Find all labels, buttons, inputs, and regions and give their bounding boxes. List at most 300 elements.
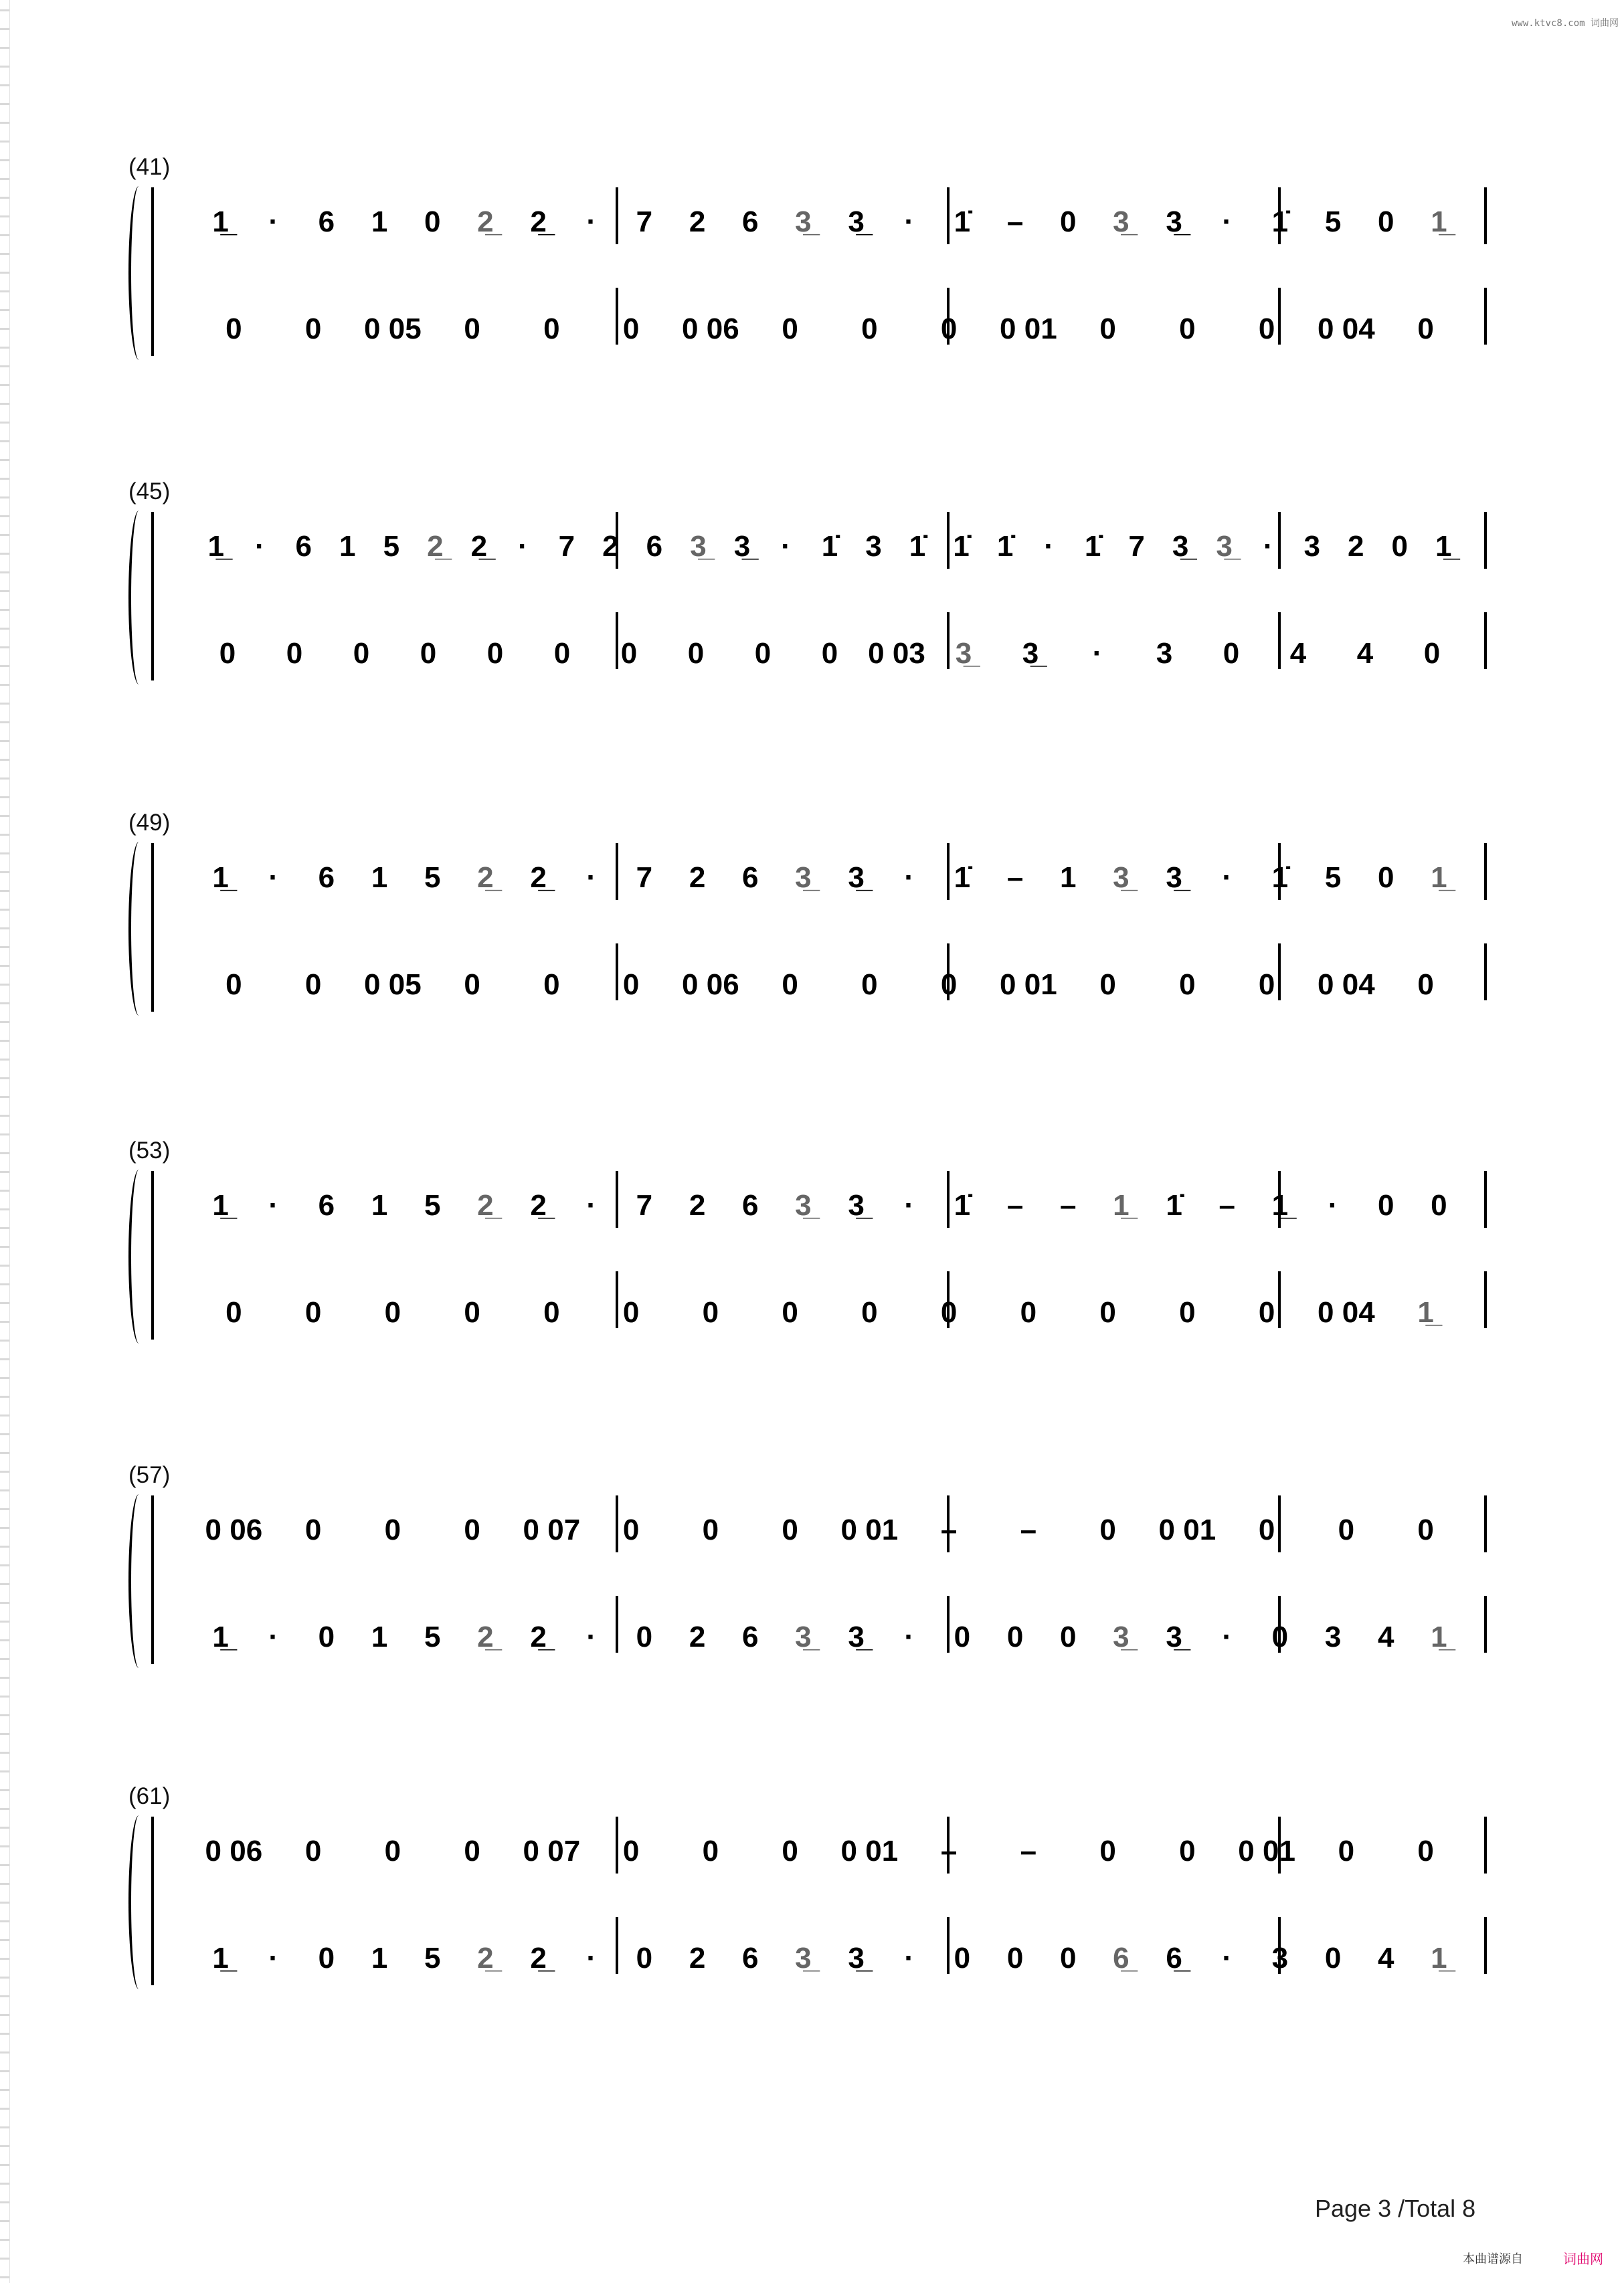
note: 6 (318, 861, 335, 894)
note: 5 (424, 1621, 441, 1653)
note: 0 (622, 312, 640, 345)
note: 0 01 (1158, 1514, 1216, 1546)
barline (947, 512, 950, 569)
barline (1484, 943, 1487, 1000)
barline (947, 843, 950, 900)
note: 5 (1324, 861, 1342, 894)
note: 0 (219, 637, 236, 670)
note: 2 (689, 1189, 706, 1222)
barline (1484, 1271, 1487, 1328)
note: 0 06 (682, 312, 739, 345)
note: 6 (318, 205, 335, 238)
barline (616, 1271, 618, 1328)
augmentation-dot: · (904, 1942, 915, 1975)
note: 3̲ (795, 1621, 812, 1653)
note: 0 (1378, 205, 1394, 238)
score-system (120, 1137, 1499, 1358)
note: 0 (620, 637, 638, 670)
augmentation-dot: · (586, 205, 597, 238)
barline (616, 187, 618, 244)
note: 0 (1431, 1189, 1447, 1222)
note: 3̲ (795, 205, 812, 238)
dash-extension: – (1219, 1189, 1235, 1222)
augmentation-dot: · (586, 861, 597, 894)
note: 0 (1271, 1621, 1289, 1653)
augmentation-dot: · (268, 861, 279, 894)
barline (1484, 288, 1487, 345)
note: 0 (622, 1835, 640, 1867)
note: 0 (225, 312, 242, 345)
augmentation-dot: · (268, 1942, 279, 1975)
system-start-line (151, 1817, 154, 1985)
note: 0 (1417, 312, 1434, 345)
system-start-line (151, 187, 154, 356)
note: 2̲ (530, 205, 547, 238)
note: 0 (420, 637, 437, 670)
note: 0 (1417, 968, 1434, 1001)
note: 3̲ (1172, 530, 1189, 563)
note: 0 (225, 1296, 242, 1329)
measure-number: (45) (128, 478, 171, 505)
note: 0 (1338, 1835, 1355, 1867)
augmentation-dot: · (1044, 530, 1054, 563)
note: 3̲ (1216, 530, 1233, 563)
note: 0 (464, 312, 480, 345)
barline (1278, 288, 1281, 345)
note: 0 01 (1238, 1835, 1295, 1867)
note: 6̲ (1113, 1942, 1130, 1975)
note: 0 (861, 1296, 878, 1329)
note: 0 (861, 312, 878, 345)
barline (616, 1817, 618, 1874)
note: 3 (1156, 637, 1173, 670)
note: 1̲ (212, 1189, 229, 1222)
note: 1̇ (996, 530, 1014, 563)
note: 6 (742, 205, 759, 238)
note: 2̲ (530, 1621, 547, 1653)
note: 1̲ (1431, 205, 1447, 238)
barline (1278, 612, 1281, 669)
barline (1484, 1171, 1487, 1228)
note: 1̇ (1271, 861, 1289, 894)
note: 3̲ (1166, 205, 1182, 238)
barline (616, 1596, 618, 1653)
note: 3̲ (690, 530, 707, 563)
note: 1 (371, 1942, 388, 1975)
note: 4 (1378, 1942, 1394, 1975)
barline (1484, 1596, 1487, 1653)
note: 0 01 (840, 1514, 899, 1546)
barline (1484, 1917, 1487, 1974)
footer-site-logo: 词曲网 (1563, 2252, 1603, 2267)
note: 5 (1324, 205, 1342, 238)
note: 0 04 (1318, 312, 1375, 345)
note: 0 (636, 1942, 653, 1975)
note: 0 (954, 1942, 971, 1975)
augmentation-dot: · (904, 861, 915, 894)
note: 1̲ (1431, 861, 1447, 894)
note: 0 (1006, 1621, 1024, 1653)
note: 1̇ (1166, 1189, 1182, 1222)
measure-number: (61) (128, 1783, 171, 1809)
left-decorative-strip (0, 0, 10, 2283)
note: 2̲ (470, 530, 488, 563)
augmentation-dot: · (1222, 1942, 1233, 1975)
note: 0 (821, 637, 838, 670)
augmentation-dot: · (904, 1189, 915, 1222)
note: 2 (689, 861, 706, 894)
note: 0 (286, 637, 303, 670)
note: 0 (1417, 1514, 1434, 1546)
grand-staff-brace (128, 1170, 146, 1344)
note: 0 (1258, 312, 1275, 345)
measure-number: (49) (128, 810, 171, 836)
note: 1 (371, 861, 388, 894)
note: 0 (782, 1296, 798, 1329)
note: 5 (383, 530, 400, 563)
note: 1̇ (1271, 205, 1289, 238)
barline (1484, 612, 1487, 669)
barline (616, 1495, 618, 1552)
note: 0 (782, 1835, 798, 1867)
note: 5 (424, 1942, 441, 1975)
note: 0 (1423, 637, 1441, 670)
note: 1̇ (909, 530, 926, 563)
note: 0 (1099, 312, 1116, 345)
note: 0 (424, 205, 441, 238)
augmentation-dot: · (268, 1189, 279, 1222)
note: 0 (782, 1514, 798, 1546)
grand-staff-brace (128, 511, 146, 684)
note: 0 (543, 312, 560, 345)
barline (1484, 187, 1487, 244)
note: 0 (464, 1835, 480, 1867)
note: 1̲ (1113, 1189, 1130, 1222)
note: 1̇ (953, 530, 970, 563)
note: 0 01 (840, 1835, 899, 1867)
note: 3̲ (1166, 861, 1182, 894)
note: 6 (742, 1621, 759, 1653)
note: 4 (1289, 637, 1307, 670)
system-start-line (151, 1495, 154, 1664)
note: 0 (1417, 1835, 1434, 1867)
augmentation-dot: · (1328, 1189, 1338, 1222)
note: 1 (1060, 861, 1077, 894)
score-system (120, 1462, 1499, 1683)
note: 1 (371, 205, 388, 238)
barline (947, 1596, 950, 1653)
grand-staff-brace (128, 186, 146, 360)
note: 1̲ (212, 1942, 229, 1975)
note: 6 (318, 1189, 335, 1222)
note: 0 (940, 968, 958, 1001)
augmentation-dot: · (1092, 637, 1103, 670)
note: 3̲ (1113, 1621, 1130, 1653)
dash-extension: – (1006, 205, 1024, 238)
note: 0 (1378, 1189, 1394, 1222)
system-start-line (151, 512, 154, 680)
note: 0 (1378, 861, 1394, 894)
note: 0 (384, 1835, 401, 1867)
note: 6 (742, 861, 759, 894)
note: 0 (304, 1514, 322, 1546)
barline (616, 843, 618, 900)
augmentation-dot: · (1222, 1621, 1233, 1653)
note: 0 07 (523, 1835, 581, 1867)
note: 0 05 (364, 968, 422, 1001)
note: 0 (687, 637, 705, 670)
note: 3̲ (848, 1621, 865, 1653)
note: 1̲ (212, 1621, 229, 1653)
note: 0 05 (364, 312, 422, 345)
note: 0 (553, 637, 571, 670)
dash-extension: – (1020, 1514, 1037, 1546)
augmentation-dot: · (268, 1621, 279, 1653)
barline (947, 1171, 950, 1228)
note: 3̲ (733, 530, 751, 563)
system-start-line (151, 843, 154, 1012)
barline (1484, 1817, 1487, 1874)
note: 0 (1020, 1296, 1037, 1329)
note: 6 (646, 530, 663, 563)
augmentation-dot: · (904, 1621, 915, 1653)
note: 0 (954, 1621, 971, 1653)
note: 0 (940, 1296, 958, 1329)
note: 0 (225, 968, 242, 1001)
augmentation-dot: · (586, 1621, 597, 1653)
note: 0 (702, 1296, 719, 1329)
note: 0 (464, 1514, 480, 1546)
note: 0 (543, 968, 560, 1001)
note: 3̲ (848, 861, 865, 894)
note: 5 (424, 861, 441, 894)
score-system (120, 810, 1499, 1030)
note: 0 (754, 637, 772, 670)
note: 3 (1271, 1942, 1289, 1975)
note: 3̲ (795, 1942, 812, 1975)
note: 0 (486, 637, 504, 670)
note: 2 (689, 205, 706, 238)
dash-extension: – (1060, 1189, 1077, 1222)
note: 0 (622, 968, 640, 1001)
note: 1 (339, 530, 356, 563)
barline (616, 943, 618, 1000)
note: 0 01 (1000, 312, 1057, 345)
note: 0 (1179, 1296, 1196, 1329)
barline (616, 612, 618, 669)
note: 4 (1378, 1621, 1394, 1653)
note: 3̲ (795, 861, 812, 894)
barline (947, 1917, 950, 1974)
barline (1484, 843, 1487, 900)
note: 2̲ (530, 1942, 547, 1975)
note: 0 (1060, 1621, 1077, 1653)
note: 0 (782, 968, 798, 1001)
note: 1̇ (954, 1189, 971, 1222)
note: 0 04 (1318, 1296, 1375, 1329)
note: 0 (304, 968, 322, 1001)
note: 0 (1006, 1942, 1024, 1975)
note: 1̲ (207, 530, 224, 563)
footer-source-text: 本曲谱源自 (1463, 2252, 1523, 2266)
note: 0 (622, 1296, 640, 1329)
note: 3̲ (795, 1189, 812, 1222)
note: 0 (1099, 1514, 1116, 1546)
augmentation-dot: · (586, 1189, 597, 1222)
note: 6 (742, 1189, 759, 1222)
augmentation-dot: · (904, 205, 915, 238)
note: 0 01 (1000, 968, 1057, 1001)
barline (1278, 1271, 1281, 1328)
augmentation-dot: · (254, 530, 265, 563)
note: 7 (636, 861, 653, 894)
note: 0 (782, 312, 798, 345)
note: 0 06 (682, 968, 739, 1001)
note: 0 (304, 1835, 322, 1867)
note: 1̲ (1417, 1296, 1434, 1329)
note: 0 (464, 1296, 480, 1329)
note: 2̲ (477, 1189, 494, 1222)
note: 1̇ (954, 861, 971, 894)
note: 2 (602, 530, 619, 563)
note: 0 (1258, 968, 1275, 1001)
note: 3̲ (848, 205, 865, 238)
note: 2̲ (477, 205, 494, 238)
score-system (120, 154, 1499, 375)
note: 0 (1258, 1514, 1275, 1546)
note: 0 (622, 1514, 640, 1546)
dash-extension: – (1006, 861, 1024, 894)
score-system (120, 478, 1499, 699)
note: 2̲ (477, 1621, 494, 1653)
dash-extension: – (1020, 1835, 1037, 1867)
note: 4 (1356, 637, 1374, 670)
note: 1̲ (1435, 530, 1452, 563)
grand-staff-brace (128, 1494, 146, 1668)
note: 0 (940, 312, 958, 345)
note: 1̲ (1431, 1942, 1447, 1975)
note: 6 (742, 1942, 759, 1975)
measure-number: (57) (128, 1462, 171, 1488)
system-start-line (151, 1171, 154, 1340)
note: 0 (1338, 1514, 1355, 1546)
note: 0 (1060, 1942, 1077, 1975)
barline (616, 1171, 618, 1228)
measure-number: (41) (128, 154, 171, 180)
note: 1̲ (212, 861, 229, 894)
note: 0 (353, 637, 370, 670)
note: 3̲ (848, 1942, 865, 1975)
note: 0 (318, 1942, 335, 1975)
note: 2̲ (477, 861, 494, 894)
note: 7 (1128, 530, 1145, 563)
note: 0 (1179, 968, 1196, 1001)
note: 0 (1099, 1296, 1116, 1329)
note: 7 (558, 530, 575, 563)
note: 3 (1324, 1621, 1342, 1653)
barline (1278, 943, 1281, 1000)
augmentation-dot: · (518, 530, 528, 563)
note: 2̲ (427, 530, 444, 563)
augmentation-dot: · (1222, 861, 1233, 894)
note: 0 (702, 1835, 719, 1867)
barline (616, 1917, 618, 1974)
note: 3 (865, 530, 882, 563)
note: 0 07 (523, 1514, 581, 1546)
note: 1̲ (212, 205, 229, 238)
note: 1̲ (1431, 1621, 1447, 1653)
note: 0 (1223, 637, 1240, 670)
note: 1̇ (954, 205, 971, 238)
score-system (120, 1783, 1499, 2004)
page-indicator: Page 3 /Total 8 (1315, 2195, 1476, 2222)
note: 0 (1179, 312, 1196, 345)
note: 3̲ (848, 1189, 865, 1222)
barline (947, 187, 950, 244)
note: 0 (384, 1514, 401, 1546)
note: 0 (861, 968, 878, 1001)
note: 2 (689, 1621, 706, 1653)
note: 2 (689, 1942, 706, 1975)
dash-extension: – (940, 1514, 958, 1546)
note: 2 (1347, 530, 1364, 563)
note: 0 03 (868, 637, 925, 670)
note: 0 (1099, 968, 1116, 1001)
note: 0 (384, 1296, 401, 1329)
note: 2̲ (477, 1942, 494, 1975)
augmentation-dot: · (1222, 205, 1233, 238)
note: 0 (304, 312, 322, 345)
barline (1278, 1495, 1281, 1552)
note: 1̇ (1084, 530, 1101, 563)
note: 7 (636, 1189, 653, 1222)
note: 1 (371, 1189, 388, 1222)
measure-number: (53) (128, 1137, 171, 1164)
site-url: www.ktvc8.com 词曲网 (1511, 18, 1619, 29)
note: 0 06 (205, 1835, 263, 1867)
note: 3 (1303, 530, 1320, 563)
note: 7 (636, 205, 653, 238)
augmentation-dot: · (268, 205, 279, 238)
note: 1̲ (1271, 1189, 1289, 1222)
note: 0 (1391, 530, 1408, 563)
note: 0 (636, 1621, 653, 1653)
note: 3̲ (1113, 861, 1130, 894)
note: 0 (1324, 1942, 1342, 1975)
note: 0 (464, 968, 480, 1001)
note: 0 (1060, 205, 1077, 238)
note: 0 (318, 1621, 335, 1653)
augmentation-dot: · (1263, 530, 1273, 563)
grand-staff-brace (128, 842, 146, 1016)
dash-extension: – (940, 1835, 958, 1867)
note: 0 (1179, 1835, 1196, 1867)
note: 0 (1099, 1835, 1116, 1867)
note: 3̲ (1166, 1621, 1182, 1653)
note: 3̲ (955, 637, 972, 670)
augmentation-dot: · (781, 530, 791, 563)
note: 2̲ (530, 1189, 547, 1222)
barline (947, 612, 950, 669)
barline (1484, 1495, 1487, 1552)
note: 0 (304, 1296, 322, 1329)
note: 0 (702, 1514, 719, 1546)
note: 5 (424, 1189, 441, 1222)
dash-extension: – (1006, 1189, 1024, 1222)
note: 1 (371, 1621, 388, 1653)
note: 3̲ (1022, 637, 1039, 670)
note: 0 (543, 1296, 560, 1329)
